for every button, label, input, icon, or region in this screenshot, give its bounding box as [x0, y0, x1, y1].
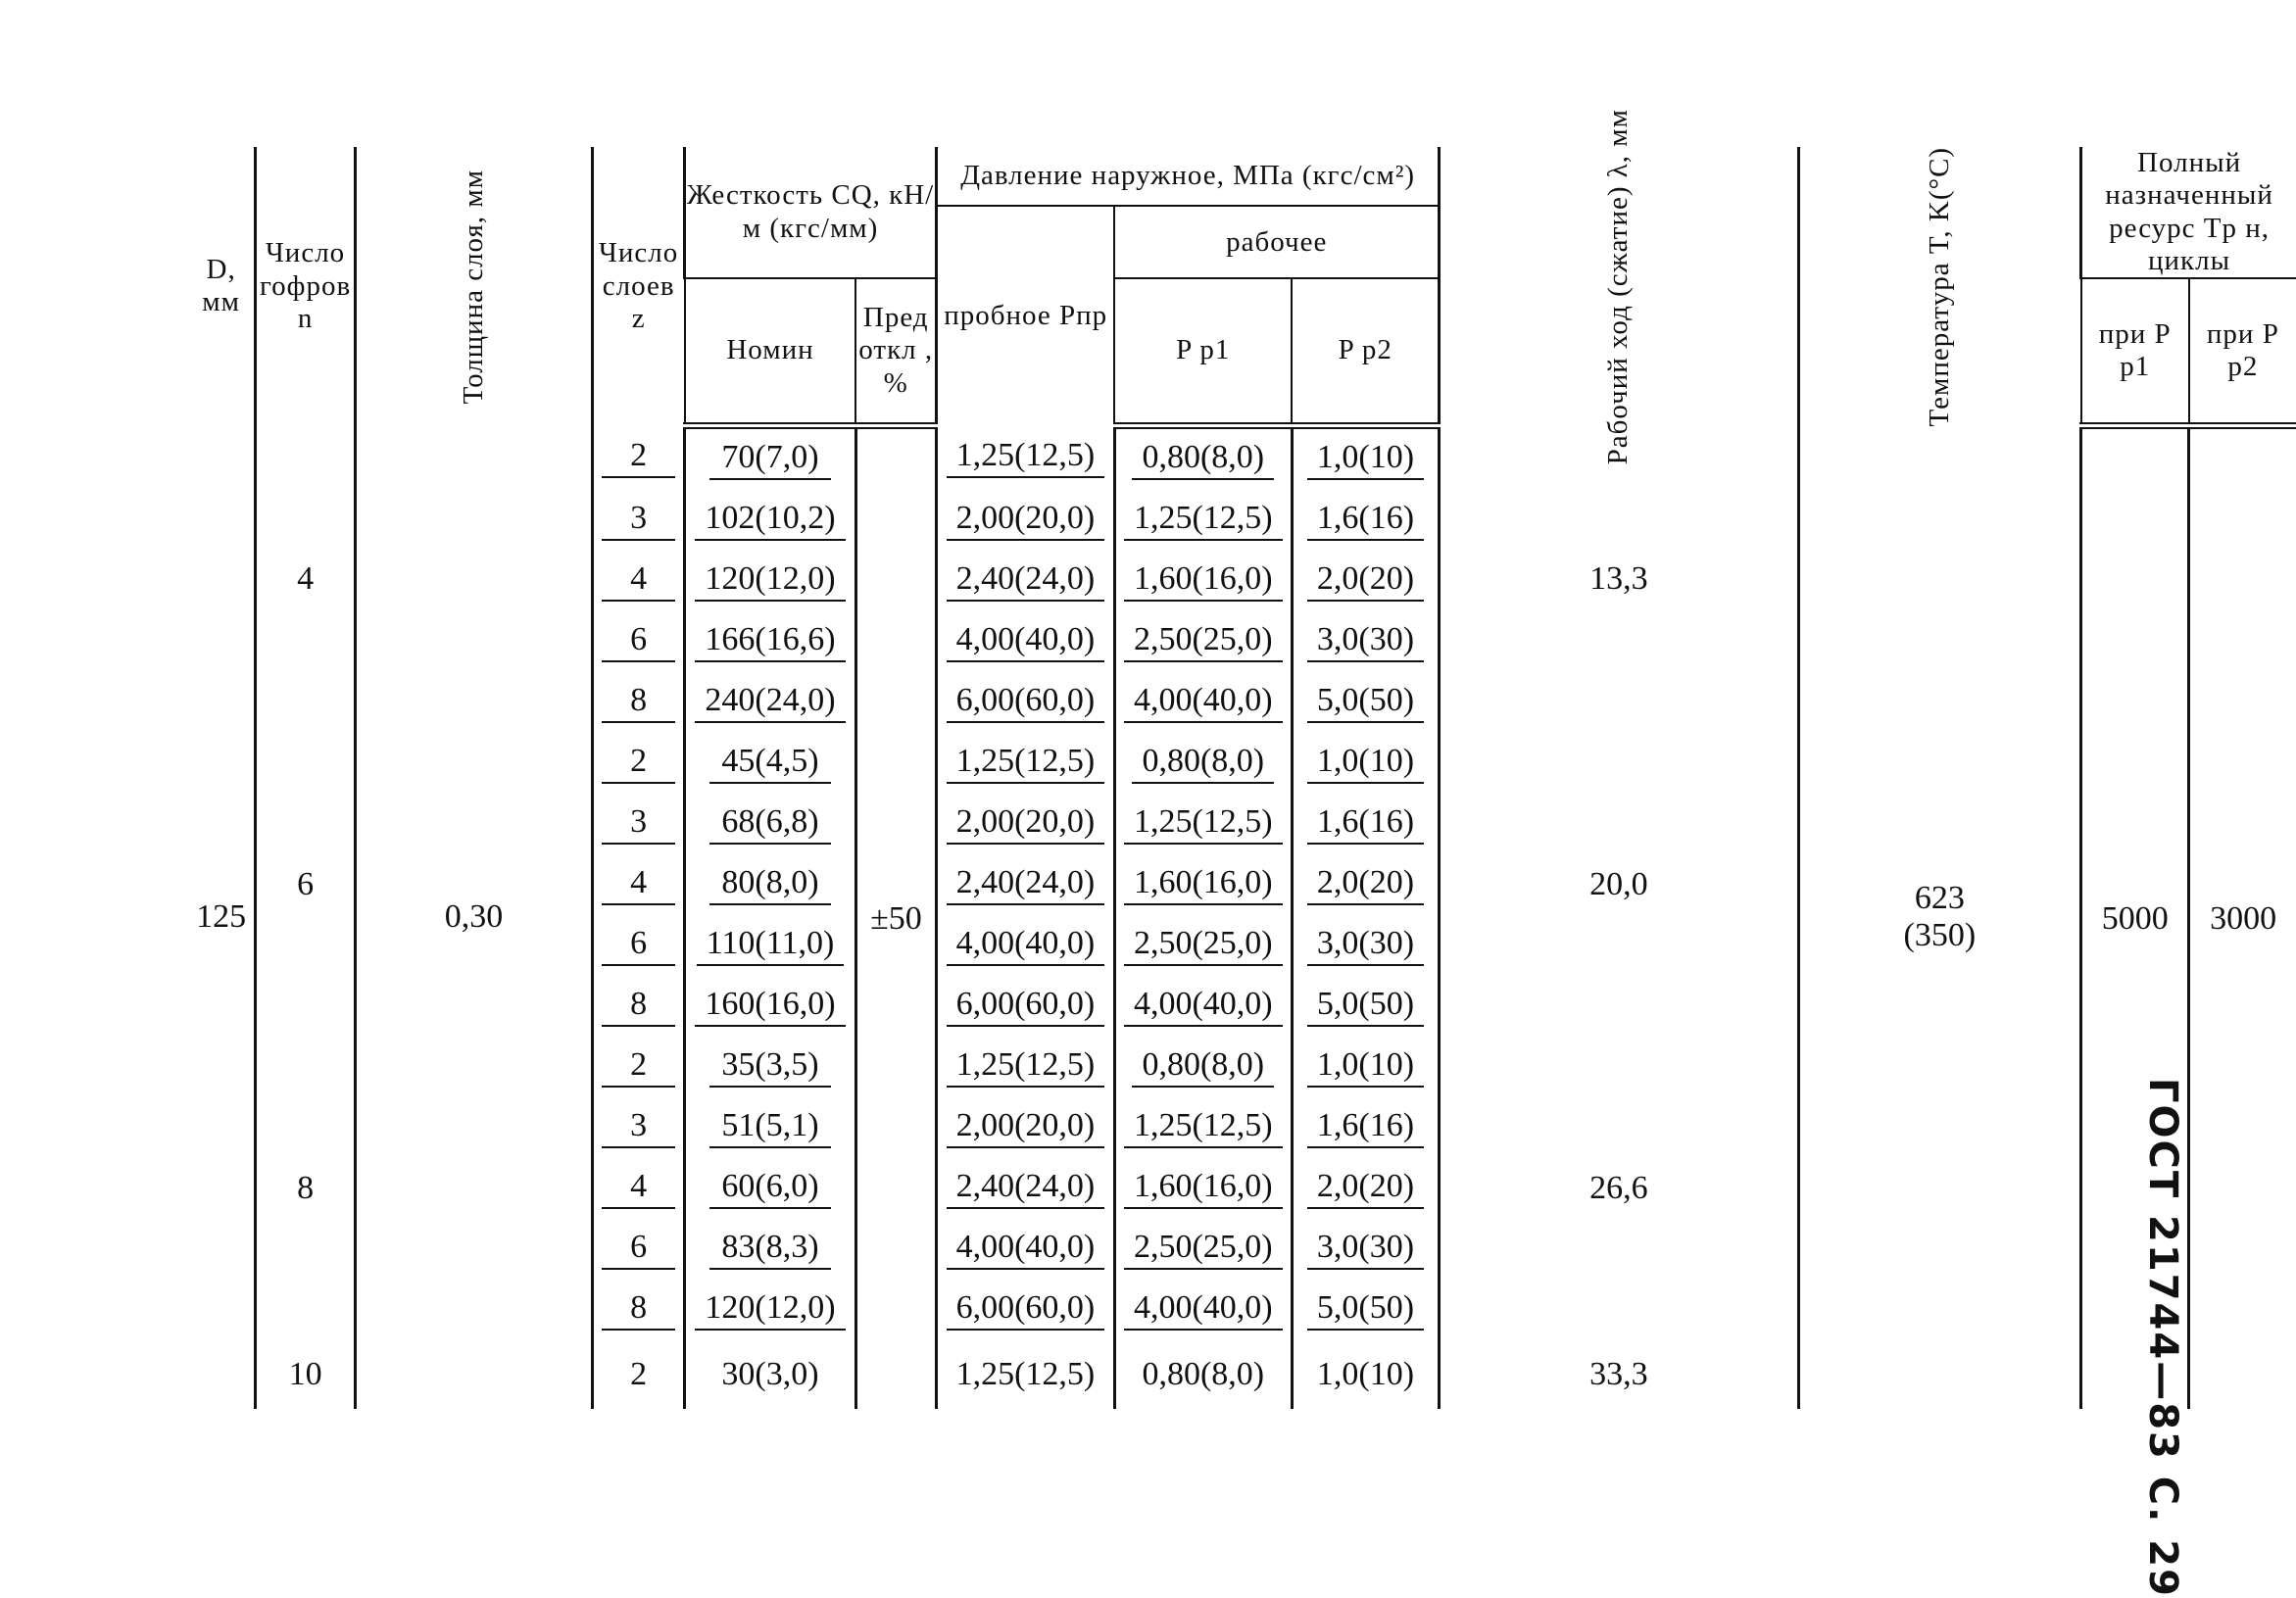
cell-test: 6,00(60,0) — [937, 1280, 1115, 1340]
cell-p1: 2,50(25,0) — [1114, 1219, 1292, 1280]
cell-thickness: 0,30 — [355, 425, 592, 1409]
cell-p2: 5,0(50) — [1292, 976, 1439, 1037]
cell-test: 2,40(24,0) — [937, 1158, 1115, 1219]
cell-p2: 2,0(20) — [1292, 1158, 1439, 1219]
cell-p2: 1,0(10) — [1292, 1037, 1439, 1097]
cell-z: 6 — [593, 1219, 685, 1280]
data-table — [188, 108, 2296, 1409]
cell-z: 6 — [593, 611, 685, 672]
header-res-p1: при P p1 — [2081, 278, 2189, 425]
cell-p2: 1,0(10) — [1292, 1340, 1439, 1409]
cell-test: 2,00(20,0) — [937, 1097, 1115, 1158]
table-body — [188, 425, 2296, 1409]
header-pressure: Давление наружное, МПа (кгс/см²) — [937, 147, 1440, 206]
cell-test: 2,40(24,0) — [937, 854, 1115, 915]
cell-z: 2 — [593, 733, 685, 794]
cell-p1: 0,80(8,0) — [1114, 425, 1292, 490]
cell-p2: 1,0(10) — [1292, 425, 1439, 490]
cell-nominal: 70(7,0) — [685, 425, 856, 490]
cell-test: 4,00(40,0) — [937, 611, 1115, 672]
cell-p1: 4,00(40,0) — [1114, 1280, 1292, 1340]
cell-p1: 0,80(8,0) — [1114, 1340, 1292, 1409]
cell-z: 4 — [593, 551, 685, 611]
header-thickness: Толщина слоя, мм — [355, 147, 592, 425]
cell-res-p2: 3000 — [2189, 425, 2296, 1409]
cell-p1: 1,25(12,5) — [1114, 490, 1292, 551]
cell-temperature: 623 (350) — [1798, 425, 2081, 1409]
cell-p1: 0,80(8,0) — [1114, 733, 1292, 794]
cell-p1: 1,60(16,0) — [1114, 1158, 1292, 1219]
cell-n: 4 — [256, 425, 356, 733]
cell-nominal: 110(11,0) — [685, 915, 856, 976]
cell-z: 2 — [593, 425, 685, 490]
cell-z: 8 — [593, 672, 685, 733]
cell-z: 8 — [593, 976, 685, 1037]
cell-nominal: 102(10,2) — [685, 490, 856, 551]
cell-stroke: 33,3 — [1440, 1340, 1798, 1409]
cell-n: 6 — [256, 733, 356, 1037]
header-z: Число слоев z — [593, 147, 685, 425]
cell-test: 1,25(12,5) — [937, 425, 1115, 490]
cell-nominal: 80(8,0) — [685, 854, 856, 915]
header-res-p2: при P p2 — [2189, 278, 2296, 425]
header-nominal: Номин — [685, 278, 856, 425]
cell-z: 6 — [593, 915, 685, 976]
cell-p1: 2,50(25,0) — [1114, 915, 1292, 976]
cell-p1: 4,00(40,0) — [1114, 672, 1292, 733]
cell-z: 3 — [593, 794, 685, 854]
cell-p2: 1,6(16) — [1292, 794, 1439, 854]
cell-test: 4,00(40,0) — [937, 1219, 1115, 1280]
cell-z: 3 — [593, 490, 685, 551]
cell-nominal: 30(3,0) — [685, 1340, 856, 1409]
cell-nominal: 166(16,6) — [685, 611, 856, 672]
header-p2: P p2 — [1292, 278, 1439, 425]
cell-deviation: ±50 — [855, 425, 936, 1409]
cell-n: 10 — [256, 1340, 356, 1409]
cell-nominal: 120(12,0) — [685, 551, 856, 611]
cell-res-p1: 5000 — [2081, 425, 2189, 1409]
cell-n: 8 — [256, 1037, 356, 1340]
cell-z: 4 — [593, 1158, 685, 1219]
header-n: Число гофров n — [256, 147, 356, 425]
cell-nominal: 60(6,0) — [685, 1158, 856, 1219]
cell-test: 2,40(24,0) — [937, 551, 1115, 611]
table-row — [188, 425, 2296, 490]
cell-p2: 1,6(16) — [1292, 1097, 1439, 1158]
cell-p2: 5,0(50) — [1292, 672, 1439, 733]
header-d: D, мм — [202, 253, 240, 318]
cell-p1: 0,80(8,0) — [1114, 1037, 1292, 1097]
cell-test: 6,00(60,0) — [937, 976, 1115, 1037]
cell-p2: 3,0(30) — [1292, 915, 1439, 976]
cell-p1: 1,25(12,5) — [1114, 1097, 1292, 1158]
cell-d: 125 — [196, 898, 247, 936]
cell-test: 2,00(20,0) — [937, 490, 1115, 551]
cell-stroke: 26,6 — [1440, 1037, 1798, 1340]
cell-z: 4 — [593, 854, 685, 915]
cell-p1: 1,60(16,0) — [1114, 551, 1292, 611]
cell-p2: 1,0(10) — [1292, 733, 1439, 794]
cell-z: 3 — [593, 1097, 685, 1158]
cell-p2: 2,0(20) — [1292, 551, 1439, 611]
header-temperature: Температура T, K(°C) — [1798, 147, 2081, 425]
cell-p2: 2,0(20) — [1292, 854, 1439, 915]
cell-stroke: 20,0 — [1440, 733, 1798, 1037]
header-p1: P p1 — [1114, 278, 1292, 425]
header-resource: Полный назначенный ресурс Tр н, циклы — [2081, 147, 2296, 278]
cell-stroke: 13,3 — [1440, 425, 1798, 733]
cell-z: 2 — [593, 1037, 685, 1097]
cell-nominal: 68(6,8) — [685, 794, 856, 854]
cell-test: 6,00(60,0) — [937, 672, 1115, 733]
header-test-pressure: пробное Pпр — [937, 206, 1115, 425]
header-working: рабочее — [1114, 206, 1439, 278]
cell-z: 8 — [593, 1280, 685, 1340]
header-stroke: Рабочий ход (сжатие) λ, мм — [1440, 147, 1798, 425]
cell-p1: 1,25(12,5) — [1114, 794, 1292, 854]
cell-nominal: 51(5,1) — [685, 1097, 856, 1158]
cell-p2: 3,0(30) — [1292, 611, 1439, 672]
cell-z: 2 — [593, 1340, 685, 1409]
cell-nominal: 45(4,5) — [685, 733, 856, 794]
cell-p1: 4,00(40,0) — [1114, 976, 1292, 1037]
cell-p2: 1,6(16) — [1292, 490, 1439, 551]
header-stiffness: Жесткость CQ, кН/м (кгс/мм) — [685, 147, 937, 278]
cell-nominal: 83(8,3) — [685, 1219, 856, 1280]
cell-nominal: 120(12,0) — [685, 1280, 856, 1340]
cell-p1: 1,60(16,0) — [1114, 854, 1292, 915]
cell-test: 1,25(12,5) — [937, 733, 1115, 794]
cell-test: 4,00(40,0) — [937, 915, 1115, 976]
cell-p2: 5,0(50) — [1292, 1280, 1439, 1340]
cell-nominal: 35(3,5) — [685, 1037, 856, 1097]
cell-test: 1,25(12,5) — [937, 1340, 1115, 1409]
cell-nominal: 160(16,0) — [685, 976, 856, 1037]
page-stamp: ГОСТ 21744—83 С. 29 — [2140, 1078, 2185, 1598]
header-deviation: Пред откл , % — [855, 278, 936, 425]
cell-p1: 2,50(25,0) — [1114, 611, 1292, 672]
cell-p2: 3,0(30) — [1292, 1219, 1439, 1280]
cell-test: 2,00(20,0) — [937, 794, 1115, 854]
cell-test: 1,25(12,5) — [937, 1037, 1115, 1097]
cell-nominal: 240(24,0) — [685, 672, 856, 733]
